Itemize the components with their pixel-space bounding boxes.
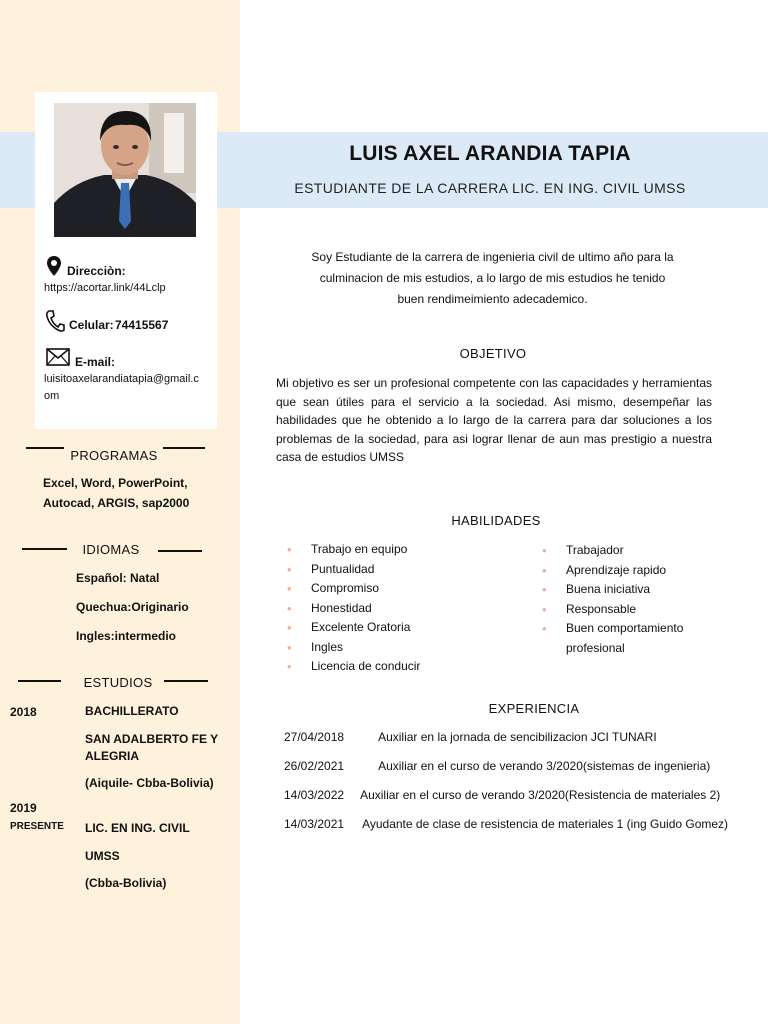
habilidad-item: • Buena iniciativa xyxy=(542,580,732,600)
email-address-line1[interactable]: luisitoaxelarandiatapia@gmail.c xyxy=(44,373,199,385)
habilidades-left-list xyxy=(287,540,507,677)
habilidad-item: • Responsable xyxy=(542,600,732,620)
experiencia-row xyxy=(284,788,720,802)
idioma-item: Ingles:intermedio xyxy=(76,629,177,643)
experiencia-row xyxy=(284,730,657,744)
profile-line: Soy Estudiante de la carrera de ingenieria civil de ultimo año para la xyxy=(311,250,674,264)
objetivo-text: Mi objetivo es ser un profesional competente con las capacidades y herramientas que sean útiles para el servicio a la sociedad. Asi mismo, desempeñar las habilidades que he obtenido a lo largo de la carrera para dar soluciones a los problemas de la sociedad, para asi lograr llenar de aun mas prestigio a nuestra casa de estudios UMSS xyxy=(276,376,712,464)
habilidad-item: • Puntualidad xyxy=(287,560,507,580)
experiencia-row xyxy=(284,759,710,773)
estudios-rule-left xyxy=(18,680,61,682)
email-address-line2[interactable]: om xyxy=(44,390,60,402)
estudio-year: 2019 xyxy=(10,801,37,815)
estudio-place: (Aiquile- Cbba-Bolivia) xyxy=(85,776,214,790)
programas-rule-left xyxy=(26,447,64,449)
programas-line1: Excel, Word, PowerPoint, xyxy=(43,476,188,490)
estudio-degree: BACHILLERATO xyxy=(85,704,179,718)
experiencia-desc: Auxiliar en la jornada de sencibilizacion JCI TUNARI xyxy=(378,730,657,744)
phone-label: Celular: xyxy=(69,318,114,332)
estudios-title: ESTUDIOS xyxy=(83,675,153,690)
habilidad-item: • Aprendizaje rapido xyxy=(542,561,732,581)
habilidad-item: • Licencia de conducir xyxy=(287,657,507,677)
experiencia-date: 26/02/2021 xyxy=(284,759,345,773)
experiencia-desc: Auxiliar en el curso de verando 3/2020(Resistencia de materiales 2) xyxy=(360,788,721,802)
objetivo-title: OBJETIVO xyxy=(459,346,527,361)
estudio-school: SAN ADALBERTO FE Y xyxy=(85,732,219,746)
experiencia-row xyxy=(284,817,728,831)
estudio-year: 2018 xyxy=(10,705,37,719)
experiencia-desc: Auxiliar en el curso de verando 3/2020(sistemas de ingenieria) xyxy=(378,759,711,773)
address-link[interactable]: https://acortar.link/44Lclp xyxy=(44,282,166,294)
profile-line: culminacion de mis estudios, a lo largo de mis estudios he tenido xyxy=(319,271,666,285)
experiencia-title: EXPERIENCIA xyxy=(488,701,580,716)
idioma-item: Quechua:Originario xyxy=(76,600,189,614)
contact-card xyxy=(35,92,217,429)
habilidad-item: • Trabajo en equipo xyxy=(287,540,507,560)
profile-photo-image xyxy=(54,103,196,237)
experiencia-desc: Ayudante de clase de resistencia de materiales 1 (ing Guido Gomez) xyxy=(362,817,729,831)
phone-icon xyxy=(45,310,65,332)
habilidad-item: • Trabajador xyxy=(542,541,732,561)
programas-line2: Autocad, ARGIS, sap2000 xyxy=(43,496,190,510)
experiencia-date: 27/04/2018 xyxy=(284,730,345,744)
estudio-school: UMSS xyxy=(85,849,120,863)
address-label: Direcciòn: xyxy=(67,264,126,278)
estudio-place: (Cbba-Bolivia) xyxy=(85,876,167,890)
phone-number[interactable]: 74415567 xyxy=(115,318,169,332)
habilidades-right-list xyxy=(542,541,732,658)
experiencia-date: 14/03/2021 xyxy=(284,817,345,831)
estudio-year-end: PRESENTE xyxy=(10,821,64,832)
idiomas-rule-right xyxy=(158,550,202,552)
idiomas-title: IDIOMAS xyxy=(82,542,140,557)
idiomas-rule-left xyxy=(22,548,67,550)
habilidad-item: • Excelente Oratoria xyxy=(287,618,507,638)
email-label: E-mail: xyxy=(75,355,116,369)
habilidad-item: • Honestidad xyxy=(287,599,507,619)
idioma-item: Español: Natal xyxy=(76,571,160,585)
estudio-school: ALEGRIA xyxy=(85,749,139,763)
profile-line: buen rendimeimiento adecademico. xyxy=(397,292,588,306)
habilidad-item: • Compromiso xyxy=(287,579,507,599)
estudio-degree: LIC. EN ING. CIVIL xyxy=(85,821,190,835)
habilidad-item: • Ingles xyxy=(287,638,507,658)
habilidad-item: • Buen comportamiento profesional xyxy=(542,619,732,658)
habilidades-title: HABILIDADES xyxy=(451,513,541,528)
estudios-rule-right xyxy=(164,680,208,682)
programas-rule-right xyxy=(163,447,205,449)
mail-icon xyxy=(46,348,70,366)
experiencia-date: 14/03/2022 xyxy=(284,788,345,802)
subtitle: ESTUDIANTE DE LA CARRERA LIC. EN ING. CIVIL UMSS xyxy=(294,180,686,196)
location-pin-icon xyxy=(46,255,62,277)
full-name: LUIS AXEL ARANDIA TAPIA xyxy=(349,142,631,165)
profile-photo xyxy=(54,103,196,237)
programas-title: PROGRAMAS xyxy=(70,448,158,463)
